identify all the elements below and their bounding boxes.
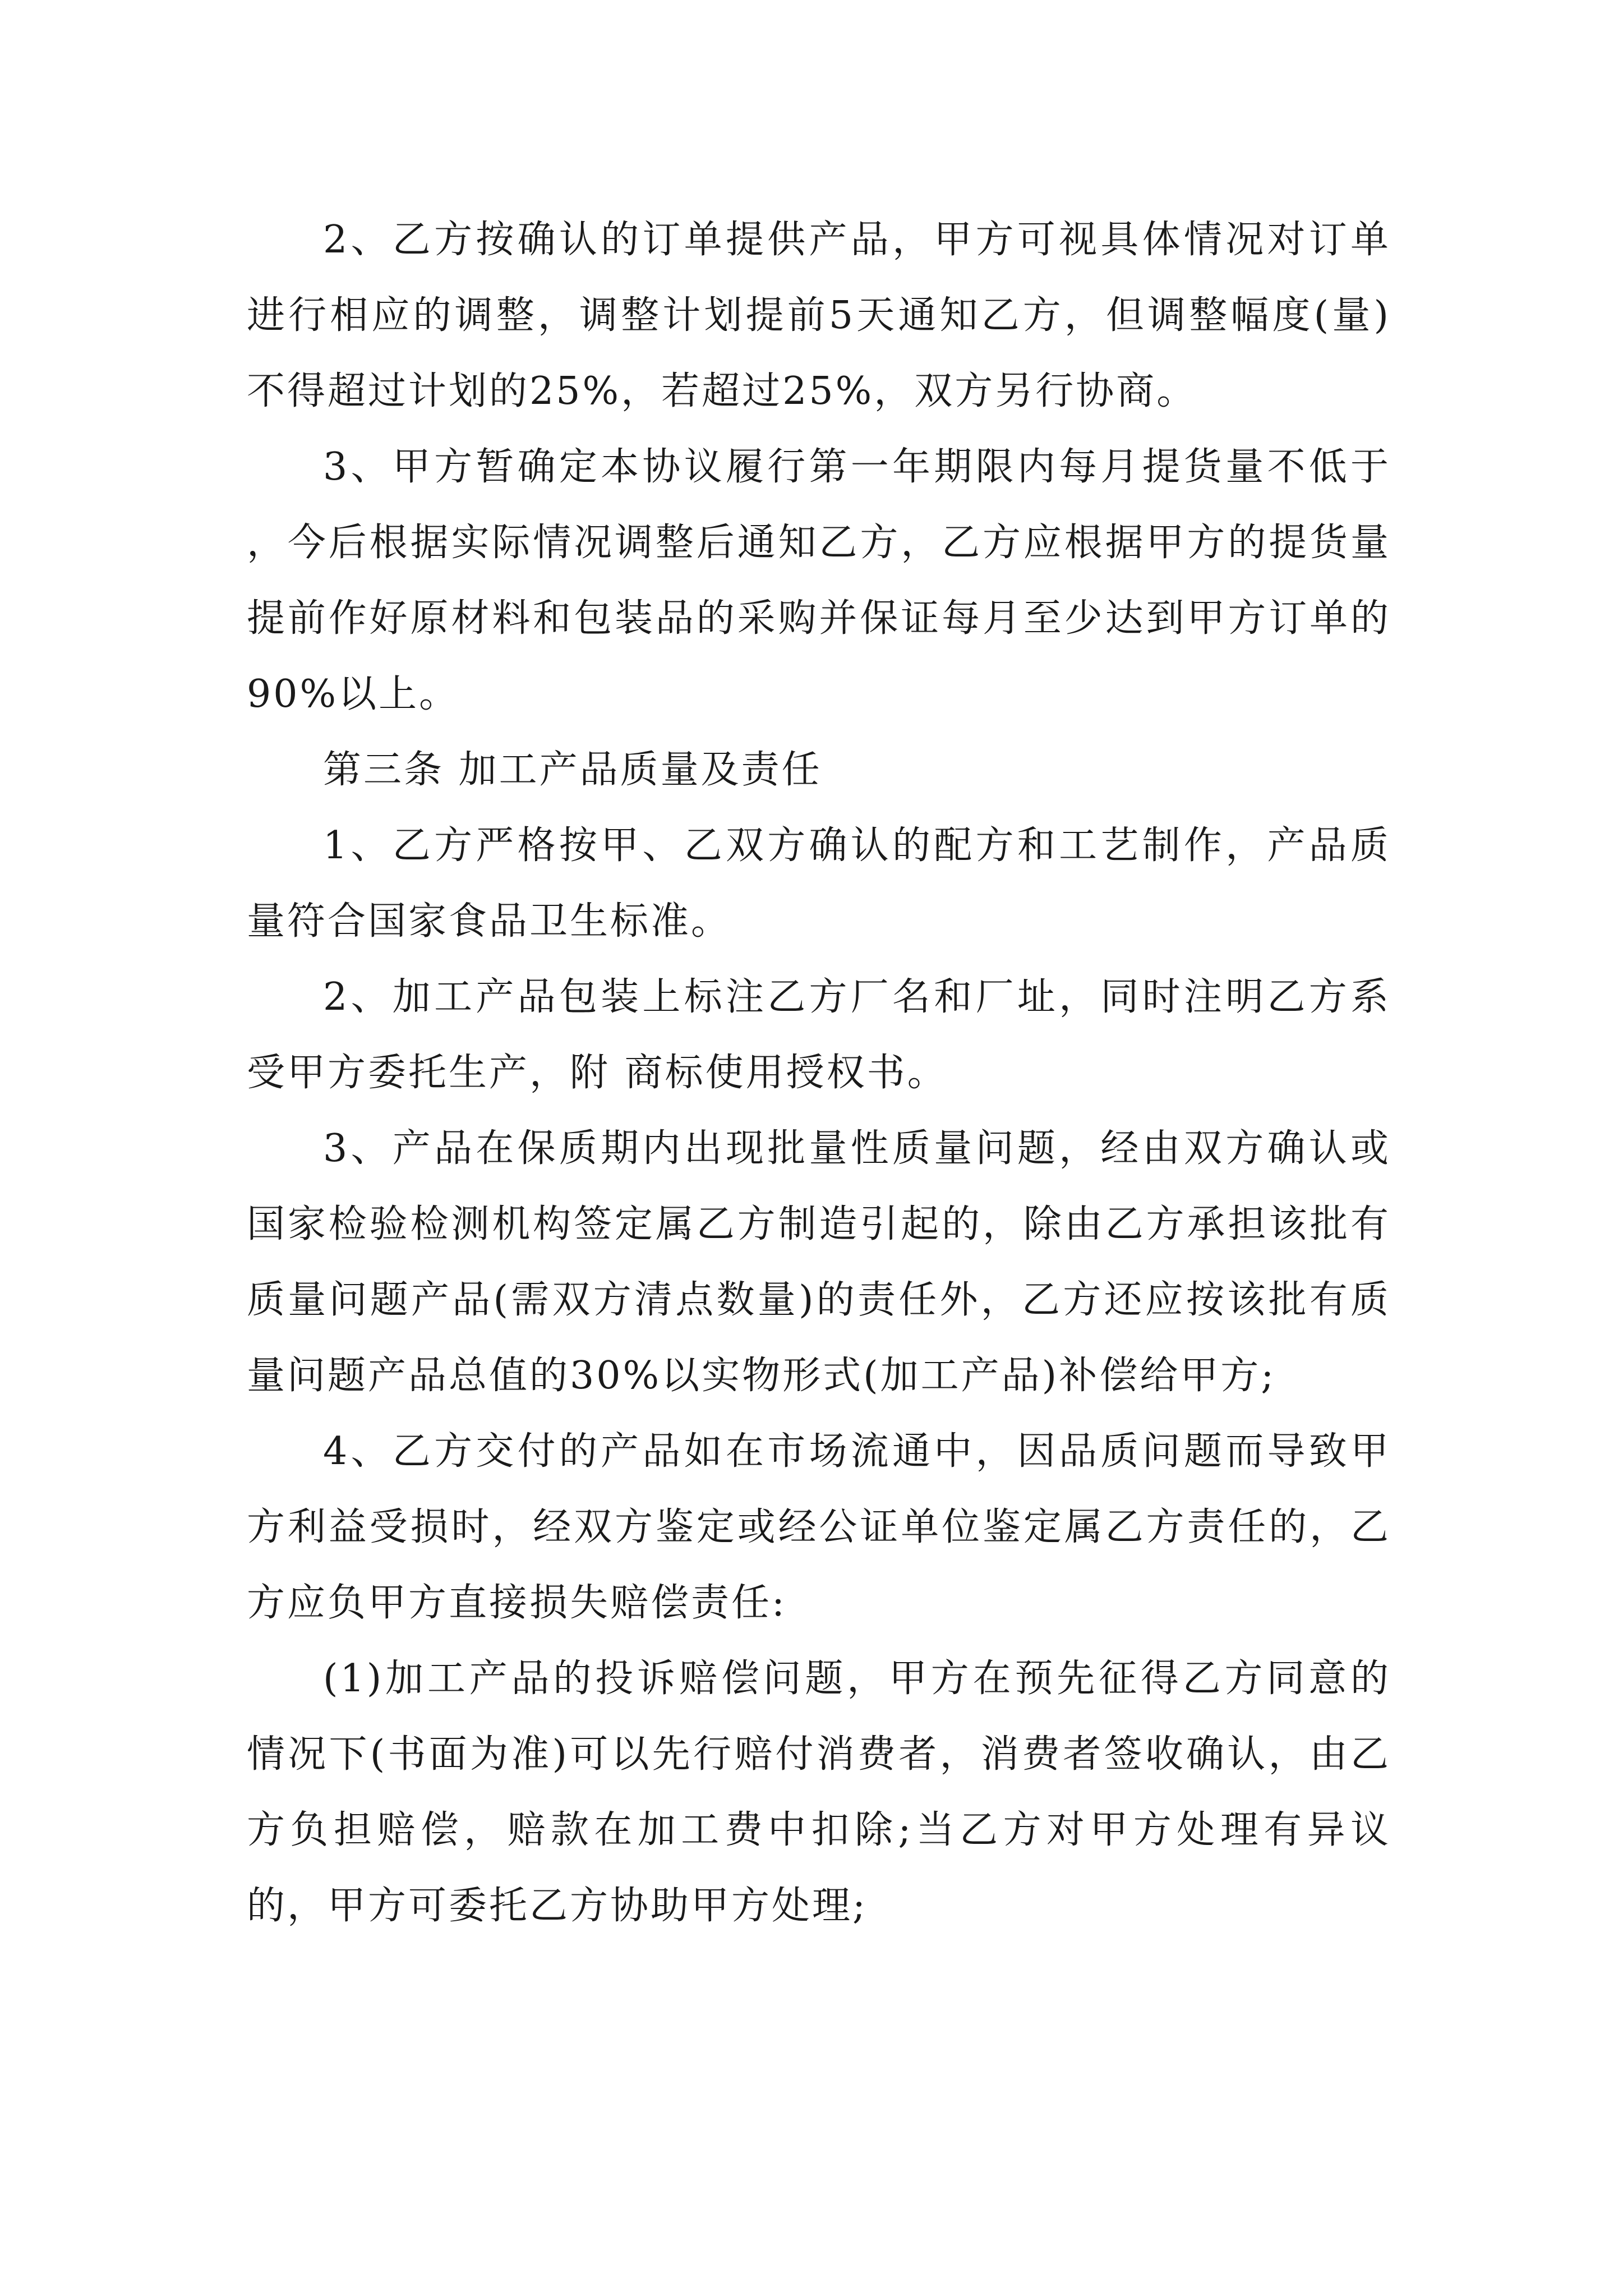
paragraph-quality-4-market-liability: 4、乙方交付的产品如在市场流通中，因品质问题而导致甲方利益受损时，经双方鉴定或经公证单位鉴定属乙方责任的，乙方应负甲方直接损失赔偿责任: bbox=[247, 1429, 1391, 1625]
paragraph-quality-1-recipe: 1、乙方严格按甲、乙双方确认的配方和工艺制作，产品质量符合国家食品卫生标准。 bbox=[247, 823, 1391, 944]
paragraph-subitem-1-complaints: (1)加工产品的投诉赔偿问题，甲方在预先征得乙方同意的情况下(书面为准)可以先行赔付消费者，消费者签收确认，由乙方负担赔偿，赔款在加工费中扣除;当乙方对甲方处理有异议的，甲方可委托乙方协助甲方处理; bbox=[247, 1657, 1391, 1928]
paragraph-quality-3-batch-issues: 3、产品在保质期内出现批量性质量问题，经由双方确认或国家检验检测机构签定属乙方制造引起的，除由乙方承担该批有质量问题产品(需双方清点数量)的责任外，乙方还应按该批有质量问题产品总值的30%以实物形式(加工产品)补偿给甲方; bbox=[247, 1126, 1391, 1398]
paragraph-quality-2-packaging: 2、加工产品包装上标注乙方厂名和厂址，同时注明乙方系受甲方委托生产，附 商标使用授权书。 bbox=[247, 975, 1391, 1095]
paragraph-clause-2-order-adjustment: 2、乙方按确认的订单提供产品，甲方可视具体情况对订单进行相应的调整，调整计划提前5天通知乙方，但调整幅度(量)不得超过计划的25%，若超过25%，双方另行协商。 bbox=[247, 218, 1391, 413]
section-heading-article-3: 第三条 加工产品质量及责任 bbox=[323, 748, 822, 792]
paragraph-clause-3-monthly-volume: 3、甲方暂确定本协议履行第一年期限内每月提货量不低于 ，今后根据实际情况调整后通知乙方，乙方应根据甲方的提货量提前作好原材料和包装品的采购并保证每月至少达到甲方订单的90%以上。 bbox=[247, 445, 1391, 716]
document-body bbox=[247, 202, 1391, 1944]
